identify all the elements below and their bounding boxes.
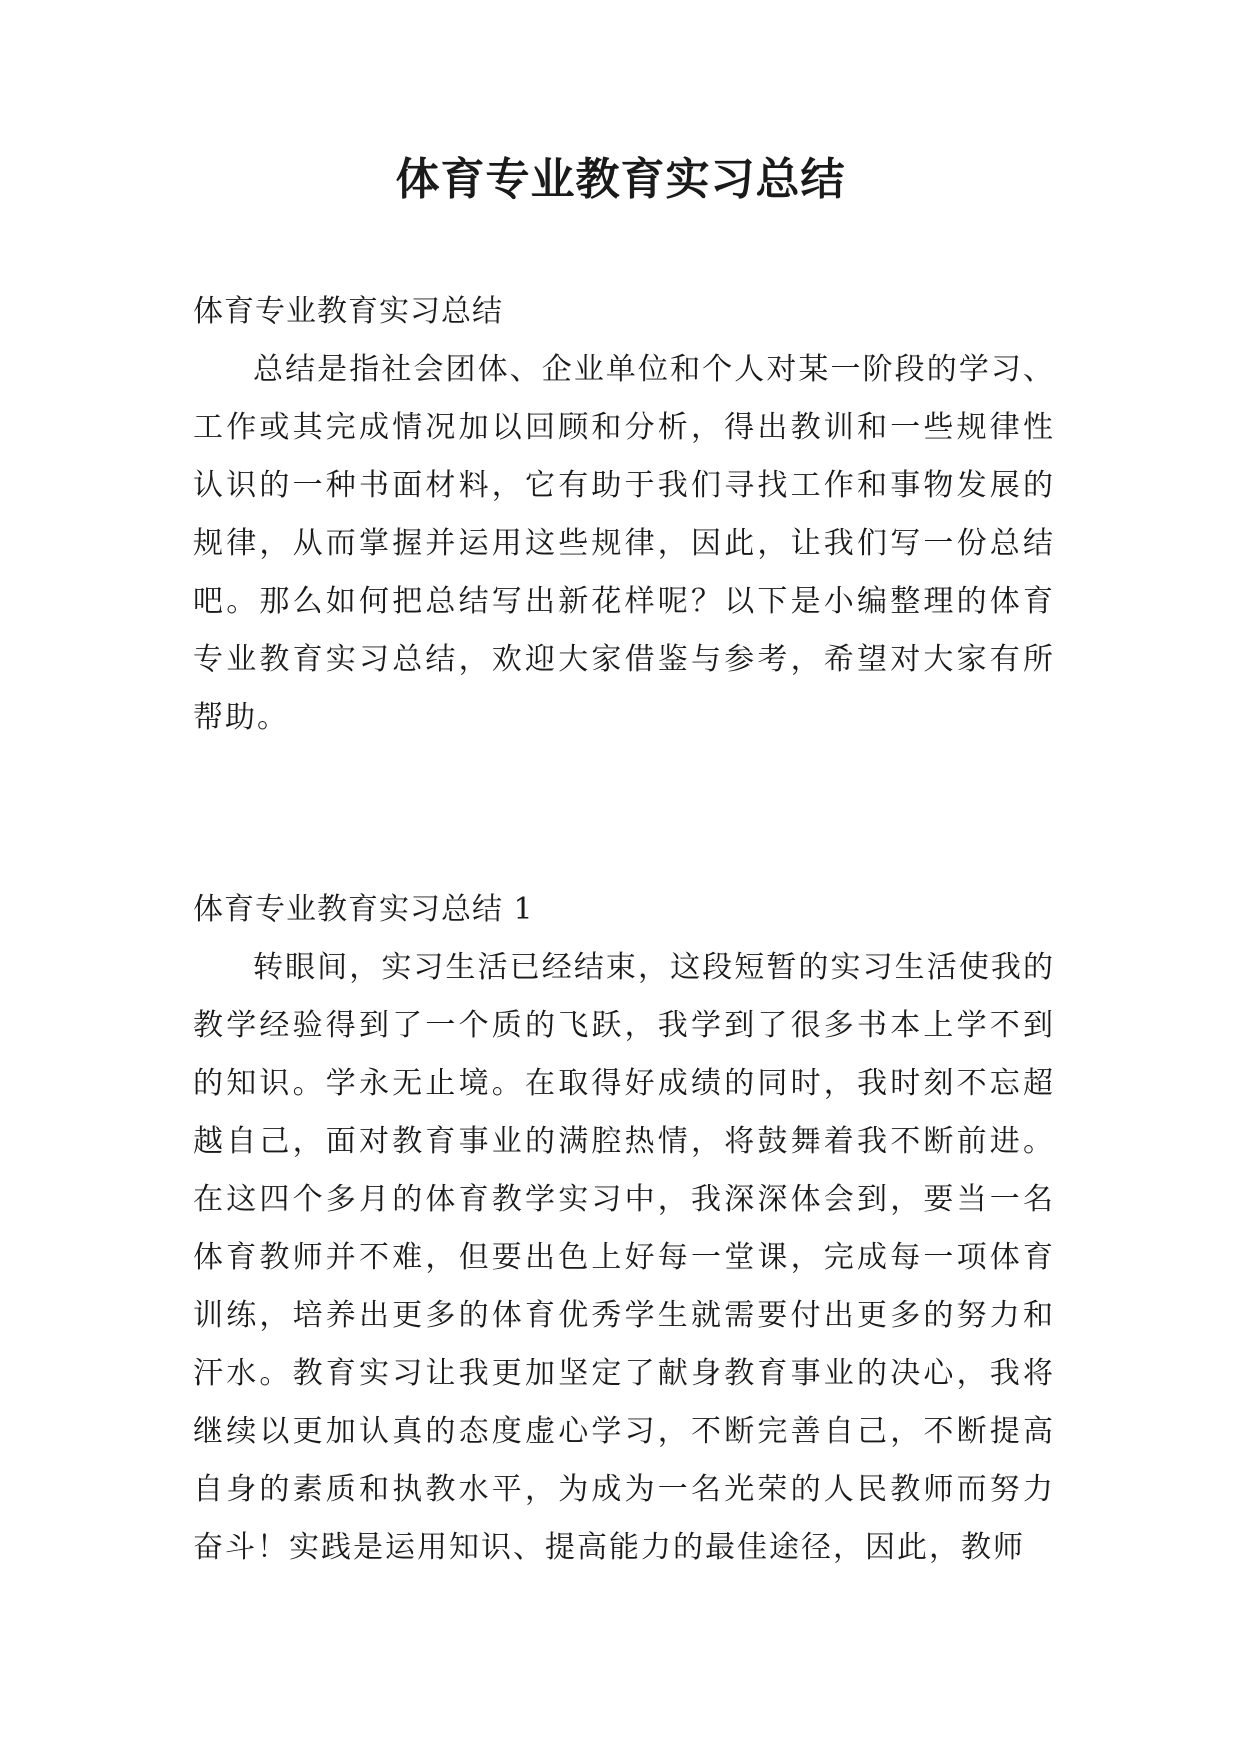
intro-heading: 体育专业教育实习总结 xyxy=(193,294,503,329)
document-body xyxy=(193,283,1055,1577)
section-spacer xyxy=(193,747,1055,881)
section-1-heading: 体育专业教育实习总结 1 xyxy=(193,892,534,927)
section-1-paragraph: 转眼间，实习生活已经结束，这段短暂的实习生活使我的教学经验得到了一个质的飞跃，我学到了很多书本上学不到的知识。学永无止境。在取得好成绩的同时，我时刻不忘超越自己，面对教育事业的满腔热情，将鼓舞着我不断前进。在这四个多月的体育教学实习中，我深深体会到，要当一名体育教师并不难，但要出色上好每一堂课，完成每一项体育训练，培养出更多的体育优秀学生就需要付出更多的努力和汗水。教育实习让我更加坚定了献身教育事业的决心，我将继续以更加认真的态度虚心学习，不断完善自己，不断提高自身的素质和执教水平，为成为一名光荣的人民教师而努力奋斗！实践是运用知识、提高能力的最佳途径，因此，教师 xyxy=(193,950,1055,1565)
document-title: 体育专业教育实习总结 xyxy=(395,154,846,205)
intro-paragraph: 总结是指社会团体、企业单位和个人对某一阶段的学习、工作或其完成情况加以回顾和分析，得出教训和一些规律性认识的一种书面材料，它有助于我们寻找工作和事物发展的规律，从而掌握并运用这些规律，因此，让我们写一份总结吧。那么如何把总结写出新花样呢？以下是小编整理的体育专业教育实习总结，欢迎大家借鉴与参考，希望对大家有所帮助。 xyxy=(193,352,1055,735)
